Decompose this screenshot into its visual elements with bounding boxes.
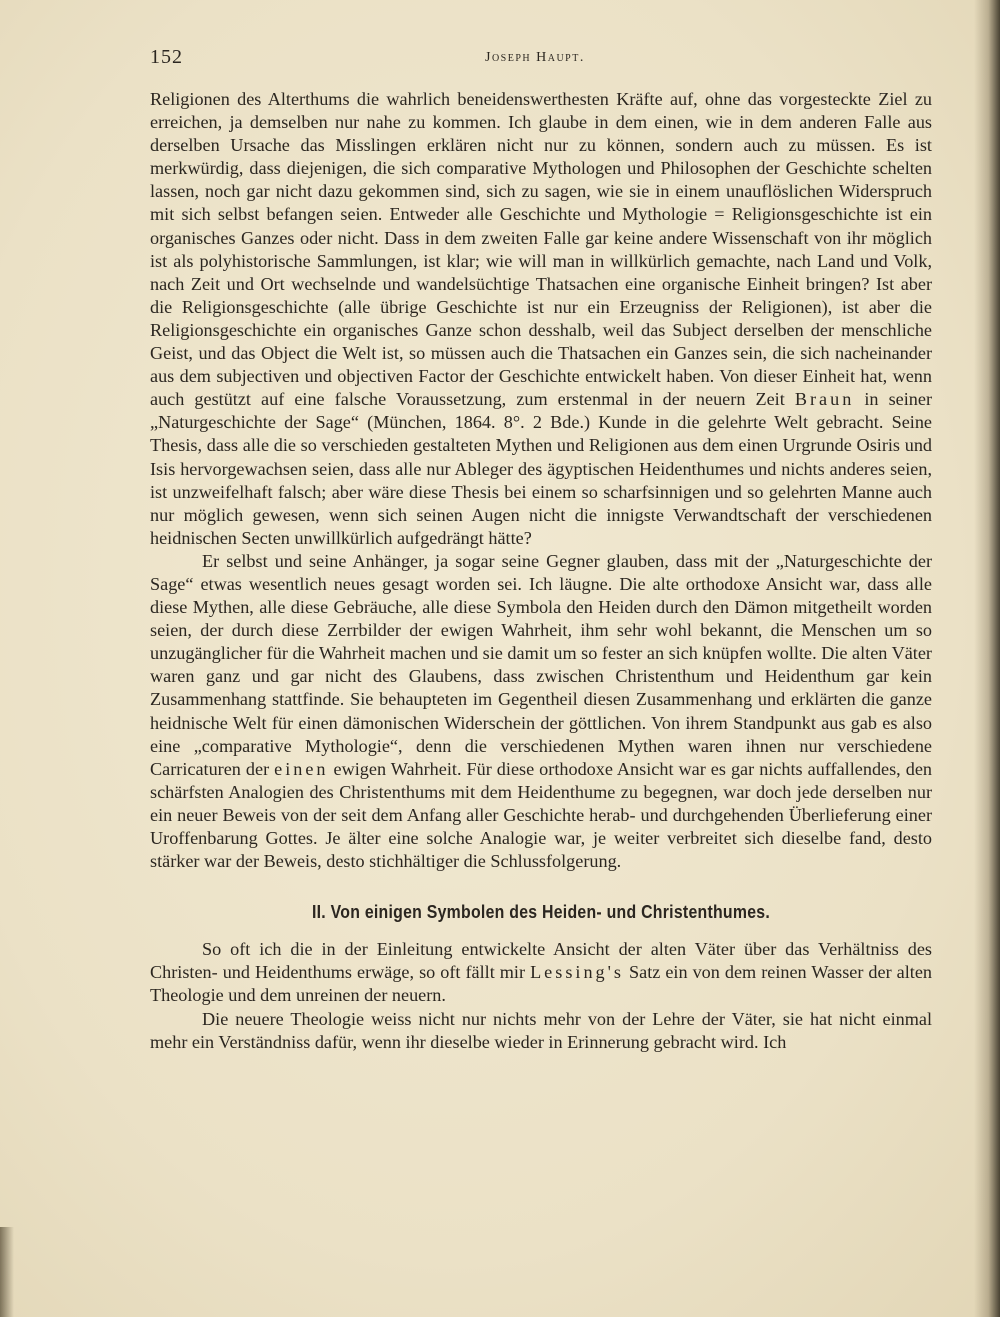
paragraph-1-text: Religionen des Alterthums die wahrlich beneidenswerthesten Kräfte auf, ohne das vorgesteckte Ziel zu erreichen, ja demselben nur nahe zu kommen. Ich glaube in dem einen, wie in dem anderen Falle aus derselben Ursache das Misslingen erklären nicht nur zu können, sondern auch zu müssen. Es ist merkwürdig, dass diejenigen, die sich comparative Mythologen und Philosophen der Geschichte schelten lassen, noch gar nicht dazu gekommen sind, sich zu sagen, wie sie in einem unauflöslichen Widerspruch mit sich selbst befangen seien. Entweder alle Geschichte und Mythologie = Religionsgeschichte ist ein organisches Ganzes oder nicht. Dass in dem zweiten Falle gar keine andere Wissenschaft von ihr möglich ist als polyhistorische Sammlungen, ist klar; wie will man in willkürlich gemachte, nach Land und Volk, nach Zeit und Ort wechselnde und wandelsüchtige Thatsachen eine organische Einheit bringen? Ist aber die Religionsgeschichte (alle übrige Geschichte ist nur ein Erzeugniss der Religionen), ist aber die Religionsgeschichte ein organisches Ganze schon desshalb, weil das Subject derselben der menschliche Geist, und das Object die Welt ist, so müssen auch die Thatsachen ein Ganzes sein, die sich nacheinander aus dem subjectiven und objectiven Factor der Geschichte entwickelt haben. Von dieser Einheit hat, wenn auch gestützt auf eine falsche Voraussetzung, zum erstenmal in der neuern Zeit bbox=[150, 89, 932, 410]
section-heading: II. Von einigen Symbolen des Heiden- und Christenthumes. bbox=[311, 902, 771, 923]
paragraph-3 bbox=[150, 938, 932, 1007]
page-header bbox=[150, 46, 930, 72]
author-name-lessing: Lessing's bbox=[530, 962, 624, 983]
paragraph-2-text-b: ewigen Wahrheit. Für diese orthodoxe Ansicht war es gar nichts auffallendes, den schärfsten Analogien des Christenthums mit dem Heidenthume zu begegnen, war doch jede derselben nur ein neuer Beweis von der seit dem Anfang aller Geschichte herab- und durchgehenden Überlieferung einer Uroffenbarung Gottes. Je älter eine solche Analogie war, je weiter verbreitet sich dieselbe fand, desto stärker war der Beweis, desto stichhältiger die Schlussfolgerung. bbox=[150, 758, 933, 872]
paragraph-3-text-b: Satz ein von dem reinen Wasser der alten Theologie und dem unreinen der neuern. bbox=[150, 962, 932, 1006]
emphasis-einen: einen bbox=[274, 758, 329, 779]
paragraph-4: Die neuere Theologie weiss nicht nur nichts mehr von der Lehre der Väter, sie hat nicht einmal mehr ein Verständniss dafür, wenn ihr dieselbe wieder in Erinnerung gebracht wird. Ich bbox=[150, 1008, 932, 1052]
body-text bbox=[150, 88, 932, 1054]
author-name-braun: Braun bbox=[794, 389, 855, 410]
corner-shadow bbox=[0, 1227, 14, 1317]
paragraph-1-text-rest: in seiner „Naturgeschichte der Sage“ (München, 1864. 8°. 2 Bde.) Kunde in die gelehrte Welt gebracht. Seine Thesis, dass alle die so verschieden gestalteten Mythen und Religionen aus dem einen Urgrunde Osiris und Isis hervorgewachsen seien, dass alle nur Ableger des ägyptischen Heidenthumes und nichts anderes seien, ist unzweifelhaft falsch; aber wäre diese Thesis bei einem so scharfsinnigen und so gelehrten Manne auch nur möglich gewesen, wenn sich seinen Augen nicht die innigste Verwandtschaft der verschiedenen heidnischen Secten unwillkürlich aufgedrängt hätte? bbox=[150, 389, 933, 548]
paragraph-2-text-a: Er selbst und seine Anhänger, ja sogar seine Gegner glauben, dass mit der „Naturgeschichte der Sage“ etwas wesentlich neues gesagt worden sei. Ich läugne. Die alte orthodoxe Ansicht war, dass alle diese Mythen, alle diese Gebräuche, alle diese Symbola den Heiden durch den Dämon mitgetheilt worden seien, der durch diese Zerrbilder der ewigen Wahrheit, ihm sehr wohl bekannt, die Menschen um so unzugänglicher für die Wahrheit machen und sie damit um so fester an sich knüpfen wollte. Die alten Väter waren ganz und gar nicht des Glaubens, dass zwischen Christenthum und Heidenthum gar kein Zusammenhang stattfinde. Sie behaupteten im Gegentheil diesen Zusammenhang und erklärten die ganze heidnische Welt für einen dämonischen Widerschein der göttlichen. Von ihrem Standpunkt aus gab es also eine „comparative Mythologie“, denn die verschiedenen Mythen waren ihnen nur verschiedene Carricaturen der bbox=[150, 550, 932, 779]
paragraph-3-text-a: So oft ich die in der Einleitung entwickelte Ansicht der alten Väter über das Verhältniss des Christen- und Heidenthums erwäge, so oft fällt mir bbox=[150, 939, 932, 983]
paragraph-2 bbox=[150, 550, 932, 873]
running-head: Joseph Haupt. bbox=[485, 50, 585, 65]
paragraph-1 bbox=[150, 88, 932, 550]
binding-shadow bbox=[974, 0, 1000, 1317]
page-number: 152 bbox=[150, 46, 183, 68]
